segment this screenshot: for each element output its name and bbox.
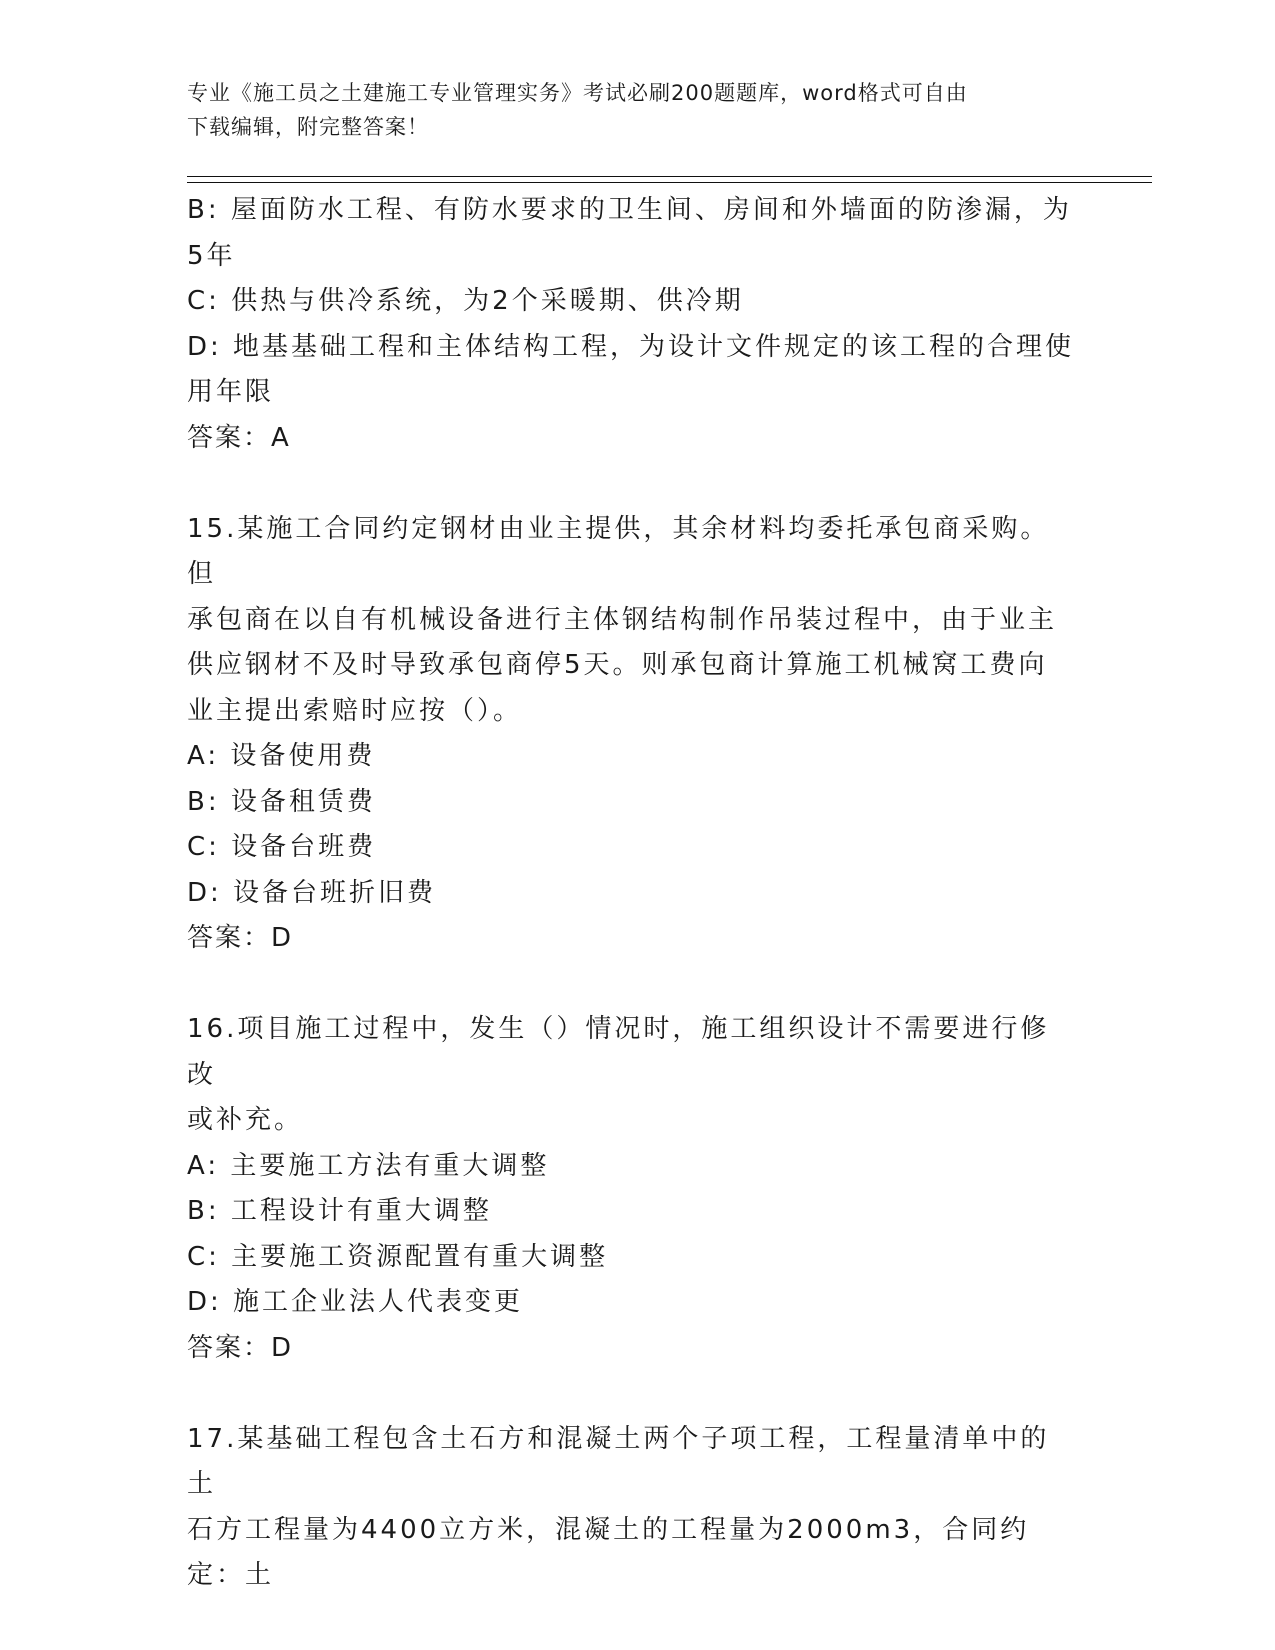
question-stem-continued: 石方工程量为4400立方米，混凝土的工程量为2000m3，合同约定：土 [187,1514,1030,1590]
question-stem-continued: 承包商在以自有机械设备进行主体钢结构制作吊装过程中，由于业主 [187,604,1058,635]
question-stem-continued: 供应钢材不及时导致承包商停5天。则承包商计算施工机械窝工费向 [187,650,1048,680]
option-b-continued: 5年 [187,240,236,271]
option-c: C: 供热与供冷系统，为2个采暖期、供冷期 [187,286,744,316]
option-b: B: 工程设计有重大调整 [187,1196,492,1226]
option-a: A: 设备使用费 [187,741,376,771]
header-divider-bottom [187,182,1152,183]
spacer [187,962,1077,1008]
question-17 [187,1417,1077,1599]
answer: 答案：D [187,1332,294,1363]
answer: 答案：A [187,422,291,453]
option-d: D: 设备台班折旧费 [187,877,437,908]
spacer [187,1371,1077,1417]
header-divider-top [187,176,1152,177]
question-stem-continued: 或补充。 [187,1105,304,1135]
question-15 [187,507,1077,962]
option-d: D: 地基基础工程和主体结构工程，为设计文件规定的该工程的合理使 [187,331,1075,362]
option-b: B: 屋面防水工程、有防水要求的卫生间、房间和外墙面的防渗漏，为 [187,195,1072,225]
document-body [187,188,1077,1599]
question-stem: 17.某基础工程包含土石方和混凝土两个子项工程，工程量清单中的土 [187,1423,1050,1499]
question-14 [187,188,1077,461]
option-c: C: 主要施工资源配置有重大调整 [187,1241,609,1272]
question-stem-continued: 业主提出索赔时应按（）。 [187,695,523,726]
answer: 答案：D [187,923,294,953]
header-line-1: 专业《施工员之土建施工专业管理实务》考试必刷200题题库，word格式可自由 [187,81,968,105]
option-b: B: 设备租赁费 [187,786,376,817]
option-d-continued: 用年限 [187,377,275,407]
option-a: A: 主要施工方法有重大调整 [187,1150,550,1181]
question-stem: 16.项目施工过程中，发生（）情况时，施工组织设计不需要进行修改 [187,1014,1050,1090]
option-c: C: 设备台班费 [187,832,377,862]
header-line-2: 下载编辑，附完整答案！ [187,115,429,139]
document-header [187,76,1067,144]
option-d: D: 施工企业法人代表变更 [187,1287,524,1317]
spacer [187,461,1077,507]
question-stem: 15.某施工合同约定钢材由业主提供，其余材料均委托承包商采购。但 [187,513,1050,589]
question-16 [187,1007,1077,1371]
